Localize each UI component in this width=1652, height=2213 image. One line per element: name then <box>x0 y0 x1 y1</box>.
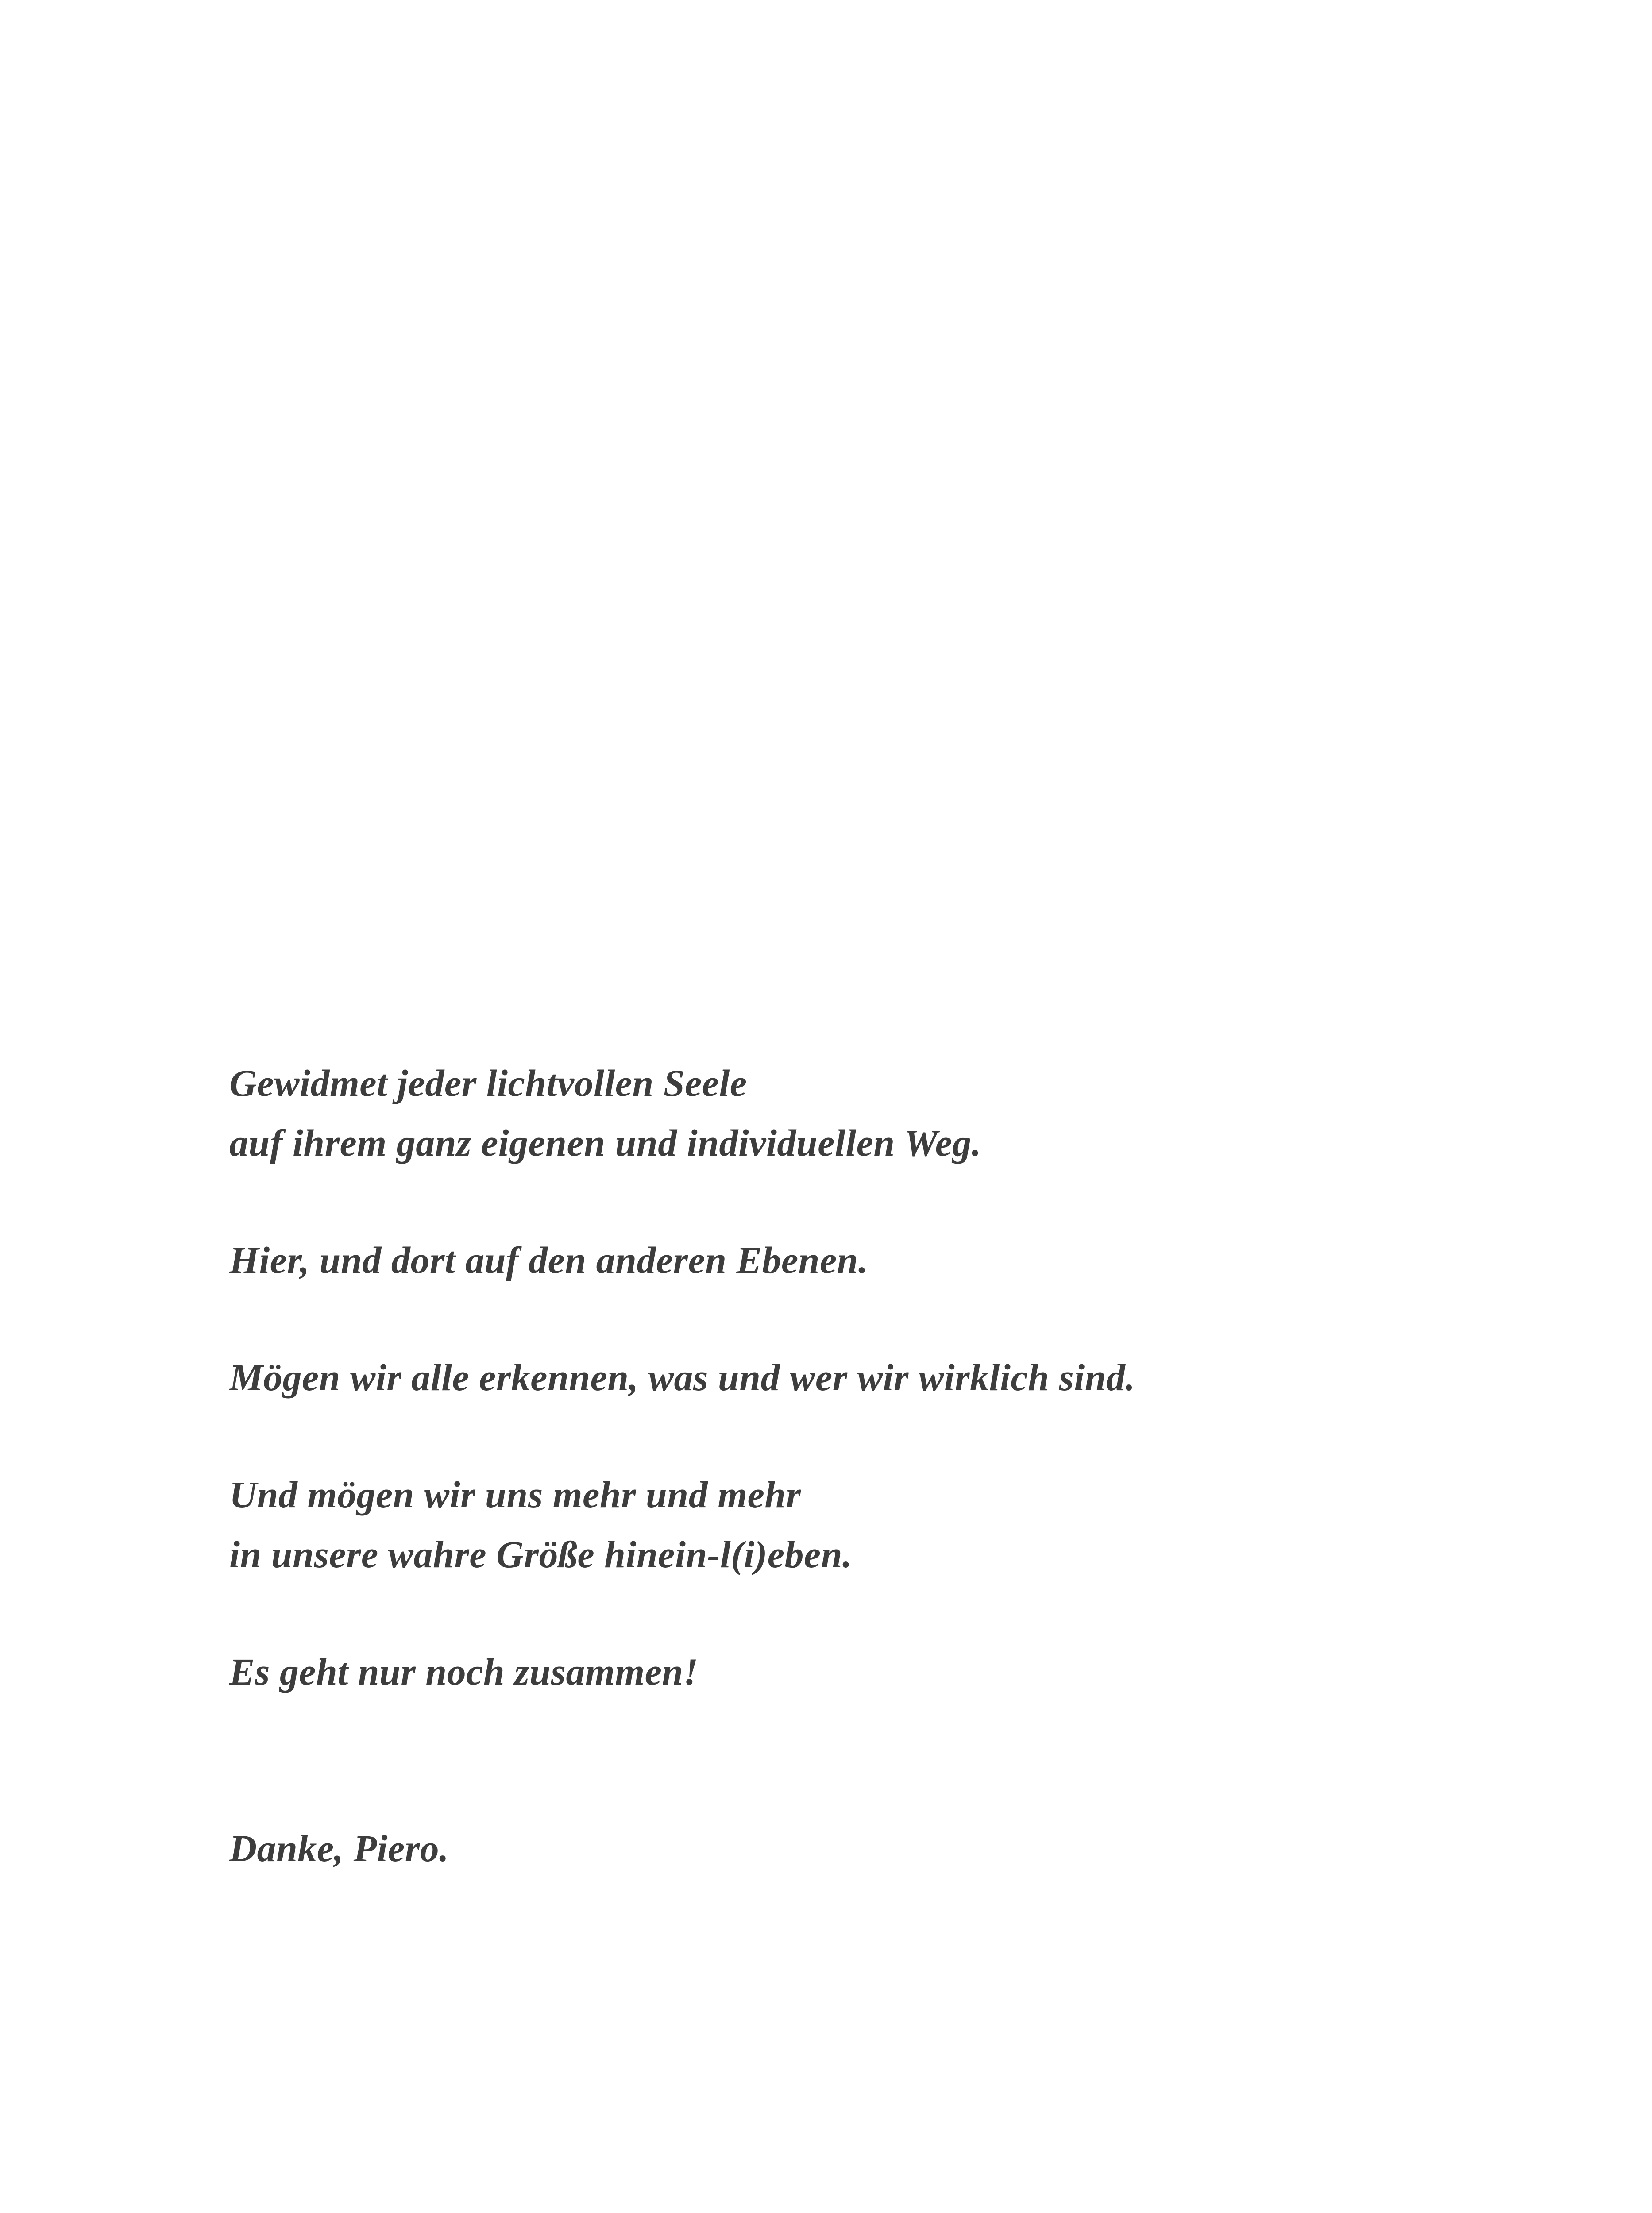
paragraph-gap <box>229 1173 1557 1230</box>
dedication-line: Gewidmet jeder lichtvollen Seele <box>229 1062 747 1104</box>
paragraph-gap <box>229 1290 1557 1348</box>
dedication-line: Mögen wir alle erkennen, was und wer wir wirklich sind. <box>229 1356 1135 1399</box>
dedication-line: Hier, und dort auf den anderen Ebenen. <box>229 1239 868 1281</box>
paragraph-gap <box>229 1585 1557 1642</box>
dedication-text <box>229 1053 1557 1878</box>
signature-line: Danke, Piero. <box>229 1827 449 1870</box>
paragraph-gap <box>229 1407 1557 1465</box>
dedication-line: Es geht nur noch zusammen! <box>229 1650 699 1693</box>
paragraph-gap <box>229 1702 1557 1819</box>
dedication-line: auf ihrem ganz eigenen und individuellen Weg. <box>229 1122 981 1164</box>
dedication-line: in unsere wahre Größe hinein-l(i)eben. <box>229 1533 853 1576</box>
dedication-line: Und mögen wir uns mehr und mehr <box>229 1473 801 1516</box>
